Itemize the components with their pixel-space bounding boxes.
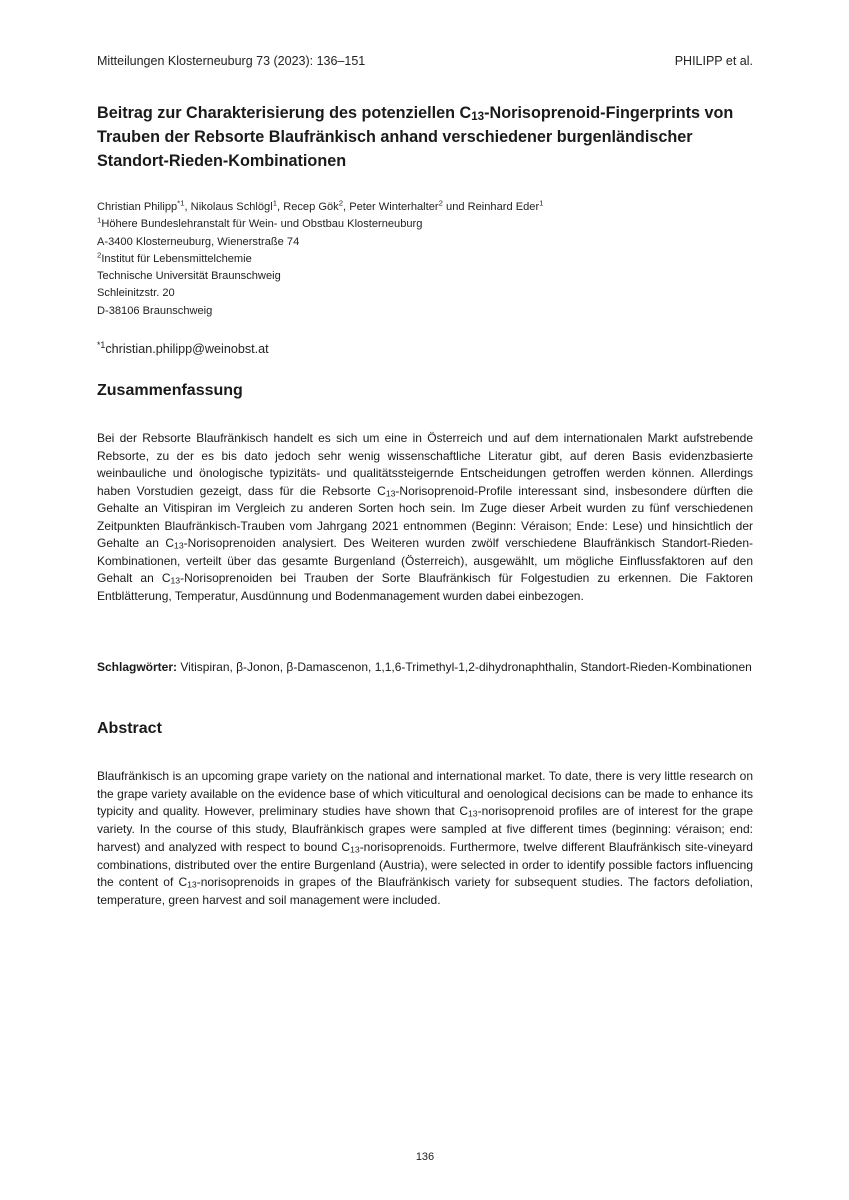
affiliation-1-name: $^1$Höhere Bundeslehranstalt für Wein- und Obstbau Klosterneuburg [97,215,423,231]
abstract-heading: Abstract [97,720,162,737]
paper-title: Beitrag zur Charakterisierung des potenziellen $C_{13}-Norisoprenoid$-Fingerprints von Trauben der Rebsorte Blaufränkisch anhand verschiedener burgenländischer Standort-Rieden-Kombinationen [97,104,734,170]
affiliation-1-address: A-3400 Klosterneuburg, Wienerstraße 74 [97,235,300,248]
journal-citation: Mitteilungen Klosterneuburg 73 (2023): 136–151 [97,54,366,68]
affiliation-2-university: Technische Universität Braunschweig [97,270,281,283]
authors-affiliations [97,199,753,320]
running-header [97,54,753,68]
keywords [97,659,753,677]
email-link[interactable]: christian.philipp@weinobst.at [105,342,269,356]
author-list: Christian Philipp$^{*1}$, Nikolaus Schlögl$^1$, Recep Gök$^2$, Peter Winterhalter$^2$ und Reinhard Eder$^1$ [97,198,544,213]
affiliation-2-city: D-38106 Braunschweig [97,304,213,317]
keywords-label: Schlagwörter: [97,660,178,674]
abstract-text: Blaufränkisch is an upcoming grape variety on the national and international market. To date, there is very little research on the grape variety available on the evidence base of which viticultural and oenological decisions can be made to enhance its typicity and quality. However, preliminary studies have shown that $C_{13}$-norisoprenoid profiles are of interest for the grape variety. In the course of this study, Blaufränkisch grapes were sampled at five different times (beginning: véraison; end: harvest) and analyzed with respect to bound $C_{13}$-norisoprenoids. Furthermore, twelve different Blaufränkisch site-vineyard combinations, distributed over the entire Burgenland (Austria), were selected in order to identify possible factors influencing the content of $C_{13}$-norisoprenoids in grapes of the Blaufränkisch variety for subsequent studies. The factors defoliation, temperature, green harvest and soil management were included. [97,769,753,907]
corresponding-email: $^{*1}$christian.philipp@weinobst.at [97,339,269,356]
affiliation-2-street: Schleinitzstr. 20 [97,287,175,300]
zusammenfassung-heading: Zusammenfassung [97,382,243,399]
keywords-list: Vitispiran, β-Jonon, β-Damascenon, 1,1,6-Trimethyl-1,2-dihydronaphthalin, Standort-Rieden-Kombinationen [177,660,752,674]
page-number: 136 [415,1151,435,1163]
author-short: PHILIPP et al. [674,54,753,68]
zusammenfassung-text: Bei der Rebsorte Blaufränkisch handelt es sich um eine in Österreich und auf dem internationalen Markt aufstrebende Rebsorte, zu der es bis dato jedoch sehr wenig wissenschaftliche Literatur gibt, auf deren Basis evidenzbasierte weinbauliche und önologische typizitäts- und qualitätssteigernde Entscheidungen getroffen werden können. Allerdings haben Vorstudien gezeigt, dass für die Rebsorte $C_{13}-Norisoprenoid$-Profile interessant sind, insbesondere dürften die Gehalte an Vitispiran im Vergleich zu anderen Sorten hoch sein. Im Zuge dieser Arbeit wurden zu fünf verschiedenen Zeitpunkten Blaufränkisch-Trauben vom Jahrgang 2021 entnommen (Beginn: Véraison; Ende: Lese) und hinsichtlich der Gehalte an $C_{13}$-Norisoprenoiden analysiert. Des Weiteren wurden zwölf verschiedene Blaufränkisch Standort-Rieden-Kombinationen, verteilt über das gesamte Burgenland (Österreich), ausgewählt, um mögliche Einflussfaktoren auf den Gehalt an $C_{13}$-Norisoprenoiden bei Trauben der Sorte Blaufränkisch für Folgestudien zu erkennen. Die Faktoren Entblätterung, Temperatur, Ausdünnung und Bodenmanagement wurden dabei einbezogen. [97,431,754,603]
affiliation-2-name: $^2$Institut für Lebensmittelchemie [97,250,252,265]
